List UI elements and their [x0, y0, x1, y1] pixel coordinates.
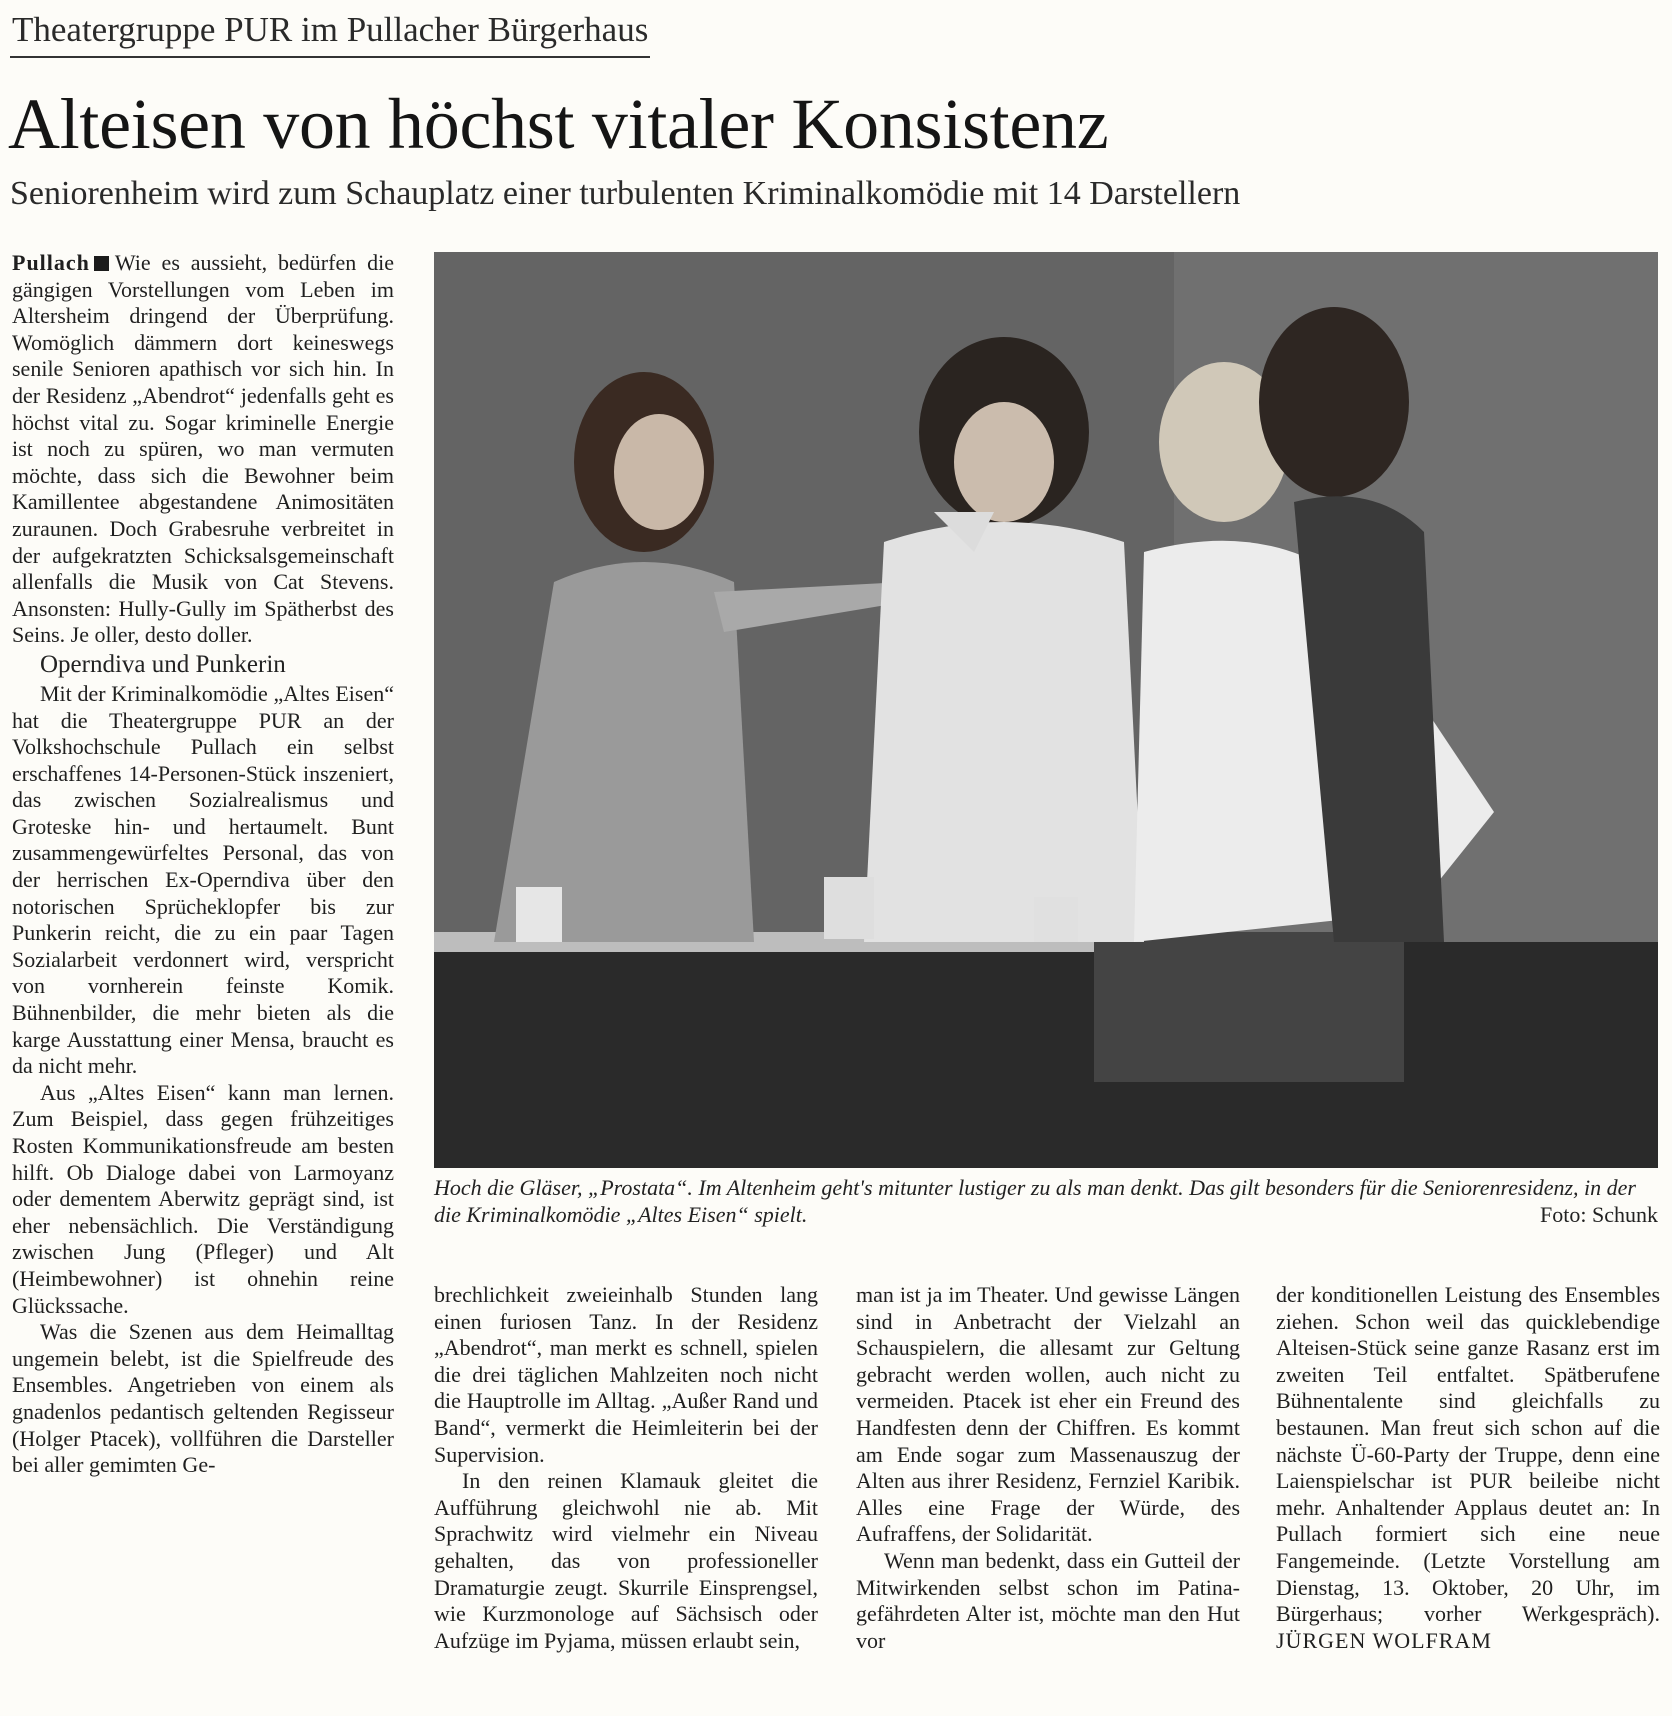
- crosshead: Operndiva und Punkerin: [40, 650, 286, 678]
- stage-photo: [434, 252, 1658, 1168]
- article-column-2: [434, 1282, 818, 1716]
- dateline: Pullach: [12, 250, 90, 275]
- article-paragraph: Aus „Altes Eisen“ kann man lernen. Zum Beispiel, dass gegen frühzeitiges Rosten Kommunikationsfreude am besten hilft. Ob Dialoge dabei von Larmoyanz oder dementem Aberwitz geprägt sind, ist eher nebensächlich. Die Verständigung zwischen Jung (Pfleger) und Alt (Heimbewohner) ist ohnehin reine Glückssache.: [12, 1079, 394, 1318]
- article-column-1: [12, 250, 394, 1716]
- headline: Alteisen von höchst vitaler Konsistenz: [8, 84, 1109, 164]
- author-byline: JÜRGEN WOLFRAM: [1276, 1627, 1492, 1653]
- closing-text: der konditionellen Leistung des Ensembles ziehen. Schon weil das quicklebendige Alteisen-Stück seine ganze Rasanz erst im zweiten Teil entfaltet. Spätberufene Bühnentalente sind gleichfalls zu bestaunen. Man freut sich schon auf die nächste Ü-60-Party der Truppe, denn eine Laienspielschar ist PUR beileibe nicht mehr. Anhaltender Applaus deutet an: In Pullach formiert sich eine neue Fangemeinde. (Letzte Vorstellung am Dienstag, 13. Oktober, 20 Uhr, im Bürgerhaus; vorher Werkgespräch).: [1276, 1282, 1660, 1627]
- article-paragraph: brechlichkeit zweieinhalb Stunden lang einen furiosen Tanz. In der Residenz „Abendrot“, man merkt es schnell, spielen die drei täglichen Mahlzeiten noch nicht die Hauptrolle im Alltag. „Außer Rand und Band“, vermerkt die Heimleiterin bei der Supervision.: [434, 1282, 818, 1467]
- theatre-photo-icon: [434, 252, 1658, 1168]
- photo-credit: Foto: Schunk: [1540, 1202, 1658, 1227]
- subheadline: Seniorenheim wird zum Schauplatz einer turbulenten Kriminalkomödie mit 14 Darstellern: [10, 175, 1241, 212]
- square-bullet-icon: [94, 256, 109, 271]
- photo-caption: [434, 1174, 1658, 1228]
- article-column-4: [1276, 1282, 1660, 1716]
- article-column-3: [856, 1282, 1240, 1716]
- article-paragraph: Was die Szenen aus dem Heimalltag ungemein belebt, ist die Spielfreude des Ensembles. Angetrieben von einem als gnadenlos pedantisch geltenden Regisseur (Holger Ptacek), vollführen die Darsteller bei aller gemimten Ge-: [12, 1319, 394, 1478]
- intro-text: Wie es aussieht, bedürfen die gängigen Vorstellungen vom Leben im Altersheim dringend der Überprüfung. Womöglich dämmern dort keineswegs senile Senioren apathisch vor sich hin. In der Residenz „Abendrot“ jedenfalls geht es höchst vital zu. Sogar kriminelle Energie ist noch zu spüren, wo man vermuten möchte, dass sich die Bewohner beim Kamillentee abgestandene Animositäten zuraunen. Doch Grabesruhe verbreitet in der aufgekratzten Schicksalsgemeinschaft allenfalls die Musik von Cat Stevens. Ansonsten: Hully-Gully im Spätherbst des Seins. Je oller, desto doller.: [12, 250, 394, 648]
- article-paragraph: man ist ja im Theater. Und gewisse Längen sind in Anbetracht der Vielzahl an Schauspielern, die allesamt zur Geltung gebracht werden wollen, auch nicht zu vermeiden. Ptacek ist eher ein Freund des Handfesten denn der Chiffren. Es kommt am Ende sogar zum Massenauszug der Alten aus ihrer Residenz, Fernziel Karibik. Alles eine Frage der Würde, des Aufraffens, der Solidarität.: [856, 1282, 1240, 1547]
- article-paragraph: In den reinen Klamauk gleitet die Aufführung gleichwohl nie ab. Mit Sprachwitz wird vielmehr ein Niveau gehalten, das von professioneller Dramaturgie zeugt. Skurrile Einsprengsel, wie Kurzmonologe auf Sächsisch oder Aufzüge im Pyjama, müssen erlaubt sein,: [434, 1468, 818, 1653]
- article-paragraph: Mit der Kriminalkomödie „Altes Eisen“ hat die Theatergruppe PUR an der Volkshochschule Pullach ein selbst erschaffenes 14-Personen-Stück inszeniert, das zwischen Sozialrealismus und Groteske hin- und hertaumelt. Bunt zusammengewürfeltes Personal, das von der herrischen Ex-Operndiva über den notorischen Sprücheklopfer bis zur Punkerin reicht, die zu ein paar Tagen Sozialarbeit verdonnert wird, verspricht von vornherein feinste Komik. Bühnenbilder, die mehr bieten als die karge Ausstattung einer Mensa, braucht es da nicht mehr.: [12, 680, 394, 1079]
- article-paragraph: Wenn man bedenkt, dass ein Gutteil der Mitwirkenden selbst schon im Patina-gefährdeten Alter ist, möchte man den Hut vor: [856, 1547, 1240, 1653]
- article-paragraph: [1276, 1282, 1660, 1654]
- intro-paragraph: [12, 250, 394, 649]
- kicker: Theatergruppe PUR im Pullacher Bürgerhaus: [10, 8, 650, 58]
- caption-text: Hoch die Gläser, „Prostata“. Im Altenheim geht's mitunter lustiger zu als man denkt. Das gilt besonders für die Seniorenresidenz, in der die Kriminalkomödie „Altes Eisen“ spielt.: [434, 1175, 1636, 1227]
